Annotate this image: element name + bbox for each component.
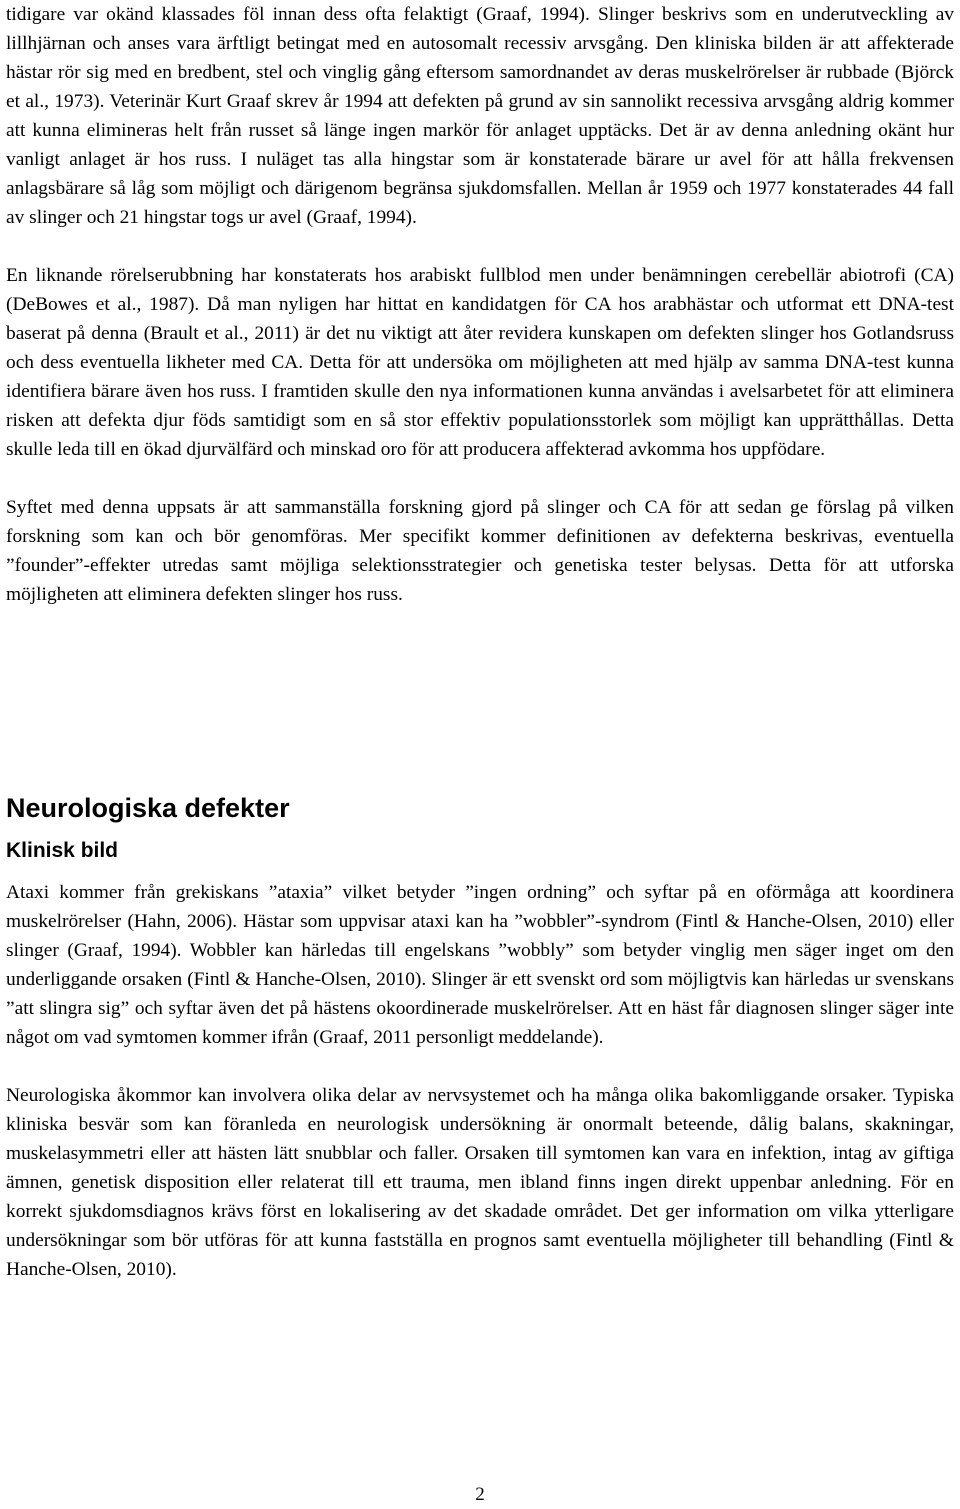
body-text-top — [6, 0, 954, 609]
paragraph-ataxia: Ataxi kommer från grekiskans ”ataxia” vilket betyder ”ingen ordning” och syftar på en oförmåga att koordinera muskelrörelser (Hahn, 2006). Hästar som uppvisar ataxi kan ha ”wobbler”-syndrom (Fintl & Hanche-Olsen, 2010) eller slinger (Graaf, 1994). Wobbler kan härledas till engelskans ”wobbly” som betyder vinglig men säger inget om den underliggande orsaken (Fintl & Hanche-Olsen, 2010). Slinger är ett svenskt ord som möjligtvis kan härledas ur svenskans ”att slingra sig” och syftar även det på hästens okoordinerade muskelrörelser. Att en häst får diagnosen slinger säger inte något om vad symtomen kommer ifrån (Graaf, 2011 personligt meddelande). — [6, 882, 954, 1048]
paragraph-cerebellar-abiotrophy: En liknande rörelserubbning har konstaterats hos arabiskt fullblod men under benämningen cerebellär abiotrofi (CA) (DeBowes et al., 1987). Då man nyligen har hittat en kandidatgen för CA hos arabhästar och utformat ett DNA-test baserat på denna (Brault et al., 2011) är det nu viktigt att åter revidera kunskapen om defekten slinger hos Gotlandsruss och dess eventuella likheter med CA. Detta för att undersöka om möjligheten att med hjälp av samma DNA-test kunna identifiera bärare även hos russ. I framtiden skulle den nya informationen kunna användas i avelsarbetet för att eliminera risken att defekta djur föds samtidigt som en så stor effektiv populationsstorlek som möjligt kan upprätthållas. Detta skulle leda till en ökad djurvälfärd och minskad oro för att producera affekterad avkomma hos uppfödare. — [6, 265, 954, 460]
paragraph-neurological-conditions: Neurologiska åkommor kan involvera olika delar av nervsystemet och ha många olika bakomliggande orsaker. Typiska kliniska besvär som kan föranleda en neurologisk undersökning är onormalt beteende, dålig balans, skakningar, muskelasymmetri eller att hästen lätt snubblar och faller. Orsaken till symtomen kan vara en infektion, intag av giftiga ämnen, genetisk disposition eller relaterat till ett trauma, men ibland finns ingen direkt uppenbar anledning. För en korrekt sjukdomsdiagnos krävs först en lokalisering av det skadade området. Det ger information om vilka ytterligare undersökningar som bör utföras för att kunna fastställa en prognos samt eventuella möjligheter till behandling (Fintl & Hanche-Olsen, 2010). — [6, 1085, 954, 1280]
paragraph-purpose: Syftet med denna uppsats är att sammanställa forskning gjord på slinger och CA för att sedan ge förslag på vilken forskning som kan och bör genomföras. Mer specifikt kommer definitionen av defekterna beskrivas, eventuella ”founder”-effekter utredas samt möjliga selektionsstrategier och genetiska tester belysas. Detta för att utforska möjligheten att eliminera defekten slinger hos russ. — [6, 497, 954, 605]
paragraph-slinger-description: tidigare var okänd klassades föl innan dess ofta felaktigt (Graaf, 1994). Slinger beskrivs som en underutveckling av lillhjärnan och anses vara ärftligt betingat med en autosomalt recessiv arvsgång. Den kliniska bilden är att affekterade hästar rör sig med en bredbent, stel och vinglig gång eftersom samordnandet av deras muskelrörelser är rubbade (Björck et al., 1973). Veterinär Kurt Graaf skrev år 1994 att defekten på grund av sin sannolikt recessiva arvsgång aldrig kommer att kunna elimineras helt från russet så länge ingen markör för anlaget upptäcks. Det är av denna anledning okänt hur vanligt anlaget är hos russ. I nuläget tas alla hingstar som är konstaterade bärare ur avel för att hålla frekvensen anlagsbärare så låg som möjligt och därigenom begränsa sjukdomsfallen. Mellan år 1959 och 1977 konstaterades 44 fall av slinger och 21 hingstar togs ur avel (Graaf, 1994). — [6, 4, 954, 228]
page-number: 2 — [475, 1484, 485, 1505]
subsection-heading: Klinisk bild — [6, 839, 119, 862]
body-text-bottom — [6, 878, 954, 1284]
section-heading: Neurologiska defekter — [6, 793, 290, 823]
